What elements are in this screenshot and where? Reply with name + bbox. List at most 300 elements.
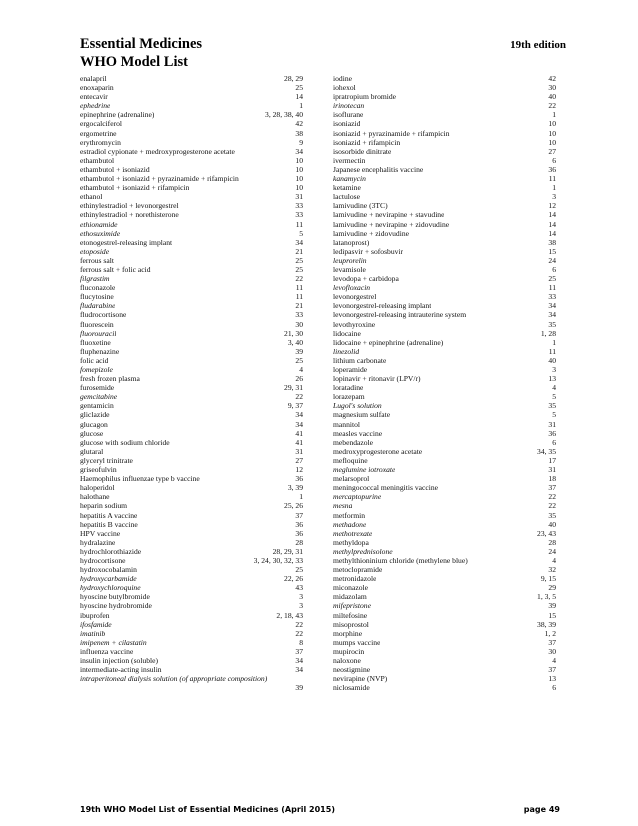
- medicine-name: imipenem + cilastatin: [80, 637, 147, 647]
- index-entry: [333, 410, 556, 419]
- index-entry: [333, 265, 556, 274]
- index-entry: [333, 647, 556, 656]
- index-column-left: [80, 74, 303, 692]
- medicine-name: ethinylestradiol + norethisterone: [80, 210, 179, 220]
- page-references: 9: [299, 137, 303, 147]
- page-references: 4: [299, 365, 303, 374]
- medicine-name: fluconazole: [80, 283, 116, 293]
- page-references: 30: [548, 646, 556, 656]
- page-references: 22: [295, 628, 303, 638]
- page-references: 33: [548, 292, 556, 302]
- medicine-name: ferrous salt: [80, 255, 114, 265]
- page-references: 40: [548, 355, 556, 365]
- index-entry: [333, 392, 556, 401]
- page-references: 34: [295, 665, 303, 675]
- page-references: 11: [548, 174, 556, 184]
- medicine-name: meningococcal meningitis vaccine: [333, 483, 439, 493]
- page-references: 25: [295, 565, 303, 575]
- medicine-name: fluorouracil: [80, 328, 117, 338]
- medicine-name: levonorgestrel: [333, 292, 377, 302]
- index-entry: [333, 547, 556, 556]
- index-entry: [80, 574, 303, 583]
- index-entry: [333, 656, 556, 665]
- medicine-name: haloperidol: [80, 483, 115, 493]
- medicine-name: flucytosine: [80, 292, 114, 302]
- medicine-name: mannitol: [333, 419, 360, 429]
- medicine-name: lorazepam: [333, 392, 365, 402]
- footer-document-title: 19th WHO Model List of Essential Medicines (April 2015): [80, 805, 335, 814]
- medicine-name: gentamicin: [80, 401, 114, 411]
- index-entry: [333, 338, 556, 347]
- page-references: 23, 43: [537, 528, 556, 538]
- index-entry: [333, 310, 556, 319]
- medicine-name: mumps vaccine: [333, 637, 381, 647]
- medicine-name: ergocalciferol: [80, 119, 123, 129]
- medicine-name: Japanese encephalitis vaccine: [333, 164, 424, 174]
- page-references: 3, 39: [287, 483, 303, 493]
- medicine-name: Lugol's solution: [333, 401, 382, 411]
- medicine-name: levonorgestrel-releasing implant: [333, 301, 432, 311]
- medicine-name: ethanol: [80, 192, 103, 202]
- page-references: 14: [548, 219, 556, 229]
- index-entry: [80, 483, 303, 492]
- index-entry: [333, 420, 556, 429]
- index-entry: [80, 656, 303, 665]
- medicine-name: fludrocortisone: [80, 310, 127, 320]
- medicine-name: mercaptopurine: [333, 492, 382, 502]
- page-references: 1, 2: [544, 628, 556, 638]
- index-entry: [80, 583, 303, 592]
- medicine-name: hydralazine: [80, 537, 116, 547]
- page-references: 34: [295, 419, 303, 429]
- index-entry: [80, 320, 303, 329]
- index-entry: [80, 220, 303, 229]
- page-references: 10: [295, 155, 303, 165]
- index-entry: [333, 456, 556, 465]
- index-entry: [80, 83, 303, 92]
- medicine-name: ifosfamide: [80, 619, 112, 629]
- page-references: 9, 37: [287, 401, 303, 411]
- page-references: 30: [548, 83, 556, 93]
- index-entry: [333, 201, 556, 210]
- index-entry: [80, 247, 303, 256]
- medicine-name: intermediate-acting insulin: [80, 665, 162, 675]
- page-references: 13: [548, 374, 556, 384]
- medicine-name: isoniazid + pyrazinamide + rifampicin: [333, 128, 450, 138]
- index-entry: [333, 520, 556, 529]
- index-entry: [333, 220, 556, 229]
- index-entry: [80, 110, 303, 119]
- page-references: 31: [548, 465, 556, 475]
- page-references: 6: [552, 155, 556, 165]
- page-references: 34: [295, 656, 303, 665]
- index-entry: [80, 647, 303, 656]
- index-entry: [333, 147, 556, 156]
- page-references: 22, 26: [284, 574, 303, 584]
- medicine-name: griseofulvin: [80, 465, 117, 475]
- medicine-name: lidocaine: [333, 328, 361, 338]
- medicine-name: ledipasvir + sofosbuvir: [333, 246, 404, 256]
- index-entry: [333, 365, 556, 374]
- page-references: 24: [548, 546, 556, 556]
- index-entry: [80, 438, 303, 447]
- medicine-name: methyldopa: [333, 537, 369, 547]
- index-entry: [80, 347, 303, 356]
- footer-page-number: page 49: [523, 805, 560, 814]
- index-entry: [80, 501, 303, 510]
- medicine-name: levothyroxine: [333, 319, 376, 329]
- index-entry: [80, 329, 303, 338]
- page-references: 6: [552, 683, 556, 693]
- page-references: 35: [548, 319, 556, 329]
- page-references: 37: [548, 637, 556, 647]
- index-entry: [80, 201, 303, 210]
- index-entry: [333, 247, 556, 256]
- index-entry: [80, 210, 303, 219]
- page-references: 34: [548, 310, 556, 320]
- medicine-name: folic acid: [80, 355, 109, 365]
- medicine-name: enalapril: [80, 74, 107, 83]
- medicine-name: etoposide: [80, 246, 110, 256]
- medicine-name: entecavir: [80, 92, 108, 102]
- medicine-name: methotrexate: [333, 528, 373, 538]
- medicine-name: halothane: [80, 492, 110, 502]
- index-entry: [80, 565, 303, 574]
- index-entry: [333, 565, 556, 574]
- page-references: 3: [552, 192, 556, 202]
- page-references: 1, 28: [540, 328, 556, 338]
- index-entry: [333, 511, 556, 520]
- index-entry: [333, 665, 556, 674]
- page-references: 37: [548, 665, 556, 675]
- index-entry: [80, 611, 303, 620]
- medicine-name: linezolid: [333, 346, 360, 356]
- index-entry: [333, 529, 556, 538]
- page-references: 38: [548, 237, 556, 247]
- index-entry: [80, 410, 303, 419]
- page-references: 25: [295, 255, 303, 265]
- medicine-name: levodopa + carbidopa: [333, 274, 399, 284]
- page-references: 36: [295, 474, 303, 484]
- page-references: 31: [548, 419, 556, 429]
- page-references: 5: [299, 228, 303, 238]
- page-references: 10: [295, 174, 303, 184]
- index-entry: [80, 147, 303, 156]
- page-references: 28, 29: [284, 74, 303, 83]
- index-entry: [333, 683, 556, 692]
- index-entry: [333, 474, 556, 483]
- medicine-name: niclosamide: [333, 683, 370, 693]
- medicine-name: gemcitabine: [80, 392, 118, 402]
- medicine-name: mefloquine: [333, 455, 368, 465]
- index-entry: [333, 483, 556, 492]
- page-references: 11: [295, 219, 303, 229]
- page-references: 4: [552, 383, 556, 393]
- page-references: 15: [548, 246, 556, 256]
- page-references: 3, 24, 30, 32, 33: [253, 555, 303, 565]
- medicine-name: hydrochlorothiazide: [80, 546, 142, 556]
- medicine-name: morphine: [333, 628, 363, 638]
- page-references: 29: [548, 583, 556, 593]
- medicine-name: hydroxycarbamide: [80, 574, 137, 584]
- medicine-name: leuprorelin: [333, 255, 367, 265]
- index-entry: [333, 238, 556, 247]
- page-references: 12: [295, 465, 303, 475]
- medicine-name: insulin injection (soluble): [80, 656, 159, 665]
- page-references: 22: [548, 501, 556, 511]
- index-entry: [80, 338, 303, 347]
- medicine-name: mupirocin: [333, 646, 365, 656]
- medicine-name: erythromycin: [80, 137, 121, 147]
- page-references: 27: [295, 455, 303, 465]
- index-entry: [80, 392, 303, 401]
- page-references: 11: [295, 292, 303, 302]
- medicine-name: isosorbide dinitrate: [333, 146, 392, 156]
- page-references: 17: [548, 455, 556, 465]
- index-entry: [80, 92, 303, 101]
- medicine-name: isoniazid + rifampicin: [333, 137, 401, 147]
- index-entry: [333, 492, 556, 501]
- medicine-name: naloxone: [333, 656, 361, 665]
- medicine-name: isoflurane: [333, 110, 364, 120]
- medicine-name: lactulose: [333, 192, 360, 202]
- medicine-name: iodine: [333, 74, 352, 83]
- page-references: 35: [548, 401, 556, 411]
- page-references: 2, 18, 43: [276, 610, 303, 620]
- index-entry: [333, 183, 556, 192]
- page-references: 38: [295, 128, 303, 138]
- index-entry: [80, 356, 303, 365]
- page-references: 22: [295, 619, 303, 629]
- index-entry: [80, 601, 303, 610]
- index-entry: [333, 356, 556, 365]
- medicine-name: ethambutol + isoniazid + rifampicin: [80, 183, 190, 193]
- index-entry: [333, 92, 556, 101]
- page-references: 27: [548, 146, 556, 156]
- index-entry: [80, 383, 303, 392]
- page-references: 39: [548, 601, 556, 611]
- index-entry: [333, 119, 556, 128]
- index-entry: [333, 674, 556, 683]
- medicine-name: ferrous salt + folic acid: [80, 264, 151, 274]
- index-entry: [80, 256, 303, 265]
- page-references: 15: [548, 610, 556, 620]
- medicine-name: gliclazide: [80, 410, 110, 420]
- medicine-name: iohexol: [333, 83, 356, 93]
- medicine-name: intraperitoneal dialysis solution (of appropriate composition): [80, 674, 268, 684]
- index-entry: [333, 83, 556, 92]
- page-references: 25: [295, 355, 303, 365]
- medicine-name: hyoscine hydrobromide: [80, 601, 152, 611]
- medicine-name: furosemide: [80, 383, 115, 393]
- page-references: 31: [295, 446, 303, 456]
- index-entry: [333, 210, 556, 219]
- medicine-name: glucose: [80, 428, 104, 438]
- medicine-name: glutaral: [80, 446, 104, 456]
- medicine-name: influenza vaccine: [80, 646, 134, 656]
- medicine-name: methylthioninium chloride (methylene blue): [333, 555, 468, 565]
- index-entry: [333, 274, 556, 283]
- page-references: 29, 31: [284, 383, 303, 393]
- index-entry: [80, 101, 303, 110]
- page-references: 22: [295, 392, 303, 402]
- medicine-name: meglumine iotroxate: [333, 465, 396, 475]
- page-references: 14: [295, 92, 303, 102]
- index-entry: [333, 110, 556, 119]
- medicine-name: kanamycin: [333, 174, 366, 184]
- index-entry: [80, 456, 303, 465]
- index-entry: [80, 74, 303, 83]
- medicine-name: etonogestrel-releasing implant: [80, 237, 173, 247]
- index-entry: [80, 547, 303, 556]
- page-references: 3: [552, 365, 556, 374]
- index-entry: [333, 283, 556, 292]
- medicine-name: HPV vaccine: [80, 528, 121, 538]
- medicine-name: lopinavir + ritonavir (LPV/r): [333, 374, 421, 384]
- index-entry: [333, 438, 556, 447]
- page-references: 6: [552, 437, 556, 447]
- page-references: 10: [548, 119, 556, 129]
- index-entry: [80, 429, 303, 438]
- medicine-name: loperamide: [333, 365, 368, 374]
- index-entry: [333, 556, 556, 565]
- page-references: 9, 15: [540, 574, 556, 584]
- medicine-name: levamisole: [333, 264, 366, 274]
- index-entry: [333, 138, 556, 147]
- medicine-name: ivermectin: [333, 155, 366, 165]
- page-references: 1: [552, 110, 556, 120]
- page-references: 34, 35: [537, 446, 556, 456]
- page-references: 28: [295, 537, 303, 547]
- medicine-name: nevirapine (NVP): [333, 674, 388, 684]
- medicine-name: metronidazole: [333, 574, 377, 584]
- page-references: 4: [552, 555, 556, 565]
- medicine-name: lamivudine + nevirapine + zidovudine: [333, 219, 450, 229]
- medicine-name: levonorgestrel-releasing intrauterine system: [333, 310, 467, 320]
- index-entry: [80, 520, 303, 529]
- medicine-name: fluoxetine: [80, 337, 111, 347]
- page-references: 34: [295, 237, 303, 247]
- medicine-name: miconazole: [333, 583, 368, 593]
- medicine-name: midazolam: [333, 592, 367, 602]
- page-references: 36: [548, 164, 556, 174]
- index-entry: [80, 238, 303, 247]
- index-entry: [80, 620, 303, 629]
- index-entry: [80, 174, 303, 183]
- page-references: 36: [295, 528, 303, 538]
- index-entry: [80, 301, 303, 310]
- medicine-name: fomepizole: [80, 365, 113, 374]
- page-references: 10: [295, 164, 303, 174]
- edition-label: 19th edition: [510, 39, 566, 51]
- medicine-name: isoniazid: [333, 119, 361, 129]
- page-references: 41: [295, 428, 303, 438]
- index-entry: [80, 229, 303, 238]
- index-entry: [80, 465, 303, 474]
- medicine-name: glucose with sodium chloride: [80, 437, 170, 447]
- page-subtitle: WHO Model List: [80, 54, 188, 70]
- index-entry: [333, 374, 556, 383]
- index-entry: [333, 447, 556, 456]
- medicine-name: heparin sodium: [80, 501, 128, 511]
- index-entry: [80, 165, 303, 174]
- page-references: 28: [548, 537, 556, 547]
- index-entry: [333, 638, 556, 647]
- page-references: 39: [295, 683, 303, 693]
- index-entry: [80, 374, 303, 383]
- page-references: 37: [548, 483, 556, 493]
- medicine-name: ergometrine: [80, 128, 117, 138]
- index-entry: [333, 229, 556, 238]
- index-entry: [80, 365, 303, 374]
- medicine-name: hydrocortisone: [80, 555, 126, 565]
- index-entry: [333, 129, 556, 138]
- page-references: 42: [548, 74, 556, 83]
- page-references: 34: [295, 410, 303, 420]
- medicine-name: fludarabine: [80, 301, 116, 311]
- index-entry: [80, 156, 303, 165]
- index-entry: [333, 583, 556, 592]
- medicine-name: fresh frozen plasma: [80, 374, 140, 384]
- page-references: 13: [548, 674, 556, 684]
- index-entry: [333, 292, 556, 301]
- medicine-name: ethionamide: [80, 219, 118, 229]
- page-references: 21: [295, 246, 303, 256]
- page-references: 5: [552, 392, 556, 402]
- index-entry: [333, 329, 556, 338]
- page-references: 10: [548, 137, 556, 147]
- medicine-name: miltefosine: [333, 610, 368, 620]
- medicine-name: ethambutol + isoniazid + pyrazinamide + rifampicin: [80, 174, 239, 184]
- page-references: 3, 28, 38, 40: [265, 110, 303, 120]
- index-entry: [80, 183, 303, 192]
- page-references: 12: [548, 201, 556, 211]
- index-entry: [333, 301, 556, 310]
- index-entry: [80, 638, 303, 647]
- page-references: 22: [548, 492, 556, 502]
- index-entry: [333, 620, 556, 629]
- page-references: 10: [548, 128, 556, 138]
- page-references: 39: [295, 346, 303, 356]
- medicine-name: neostigmine: [333, 665, 371, 675]
- medicine-name: estradiol cypionate + medroxyprogesterone acetate: [80, 146, 235, 156]
- medicine-name: magnesium sulfate: [333, 410, 391, 420]
- medicine-name: imatinib: [80, 628, 106, 638]
- medicine-name: fluorescein: [80, 319, 114, 329]
- medicine-name: misoprostol: [333, 619, 369, 629]
- page-references: 14: [548, 228, 556, 238]
- page-references: 25: [295, 83, 303, 93]
- medicine-name: ephedrine: [80, 101, 111, 111]
- medicine-name: lamivudine + nevirapine + stavudine: [333, 210, 445, 220]
- page-references: 37: [295, 510, 303, 520]
- page-references: 4: [552, 656, 556, 665]
- page-references: 11: [548, 346, 556, 356]
- index-entry: [80, 556, 303, 565]
- medicine-name: ketamine: [333, 183, 361, 193]
- medicine-name: ethambutol + isoniazid: [80, 164, 150, 174]
- page-references: 26: [295, 374, 303, 384]
- page-references: 22: [548, 101, 556, 111]
- page-references: 42: [295, 119, 303, 129]
- medicine-name: metoclopramide: [333, 565, 383, 575]
- page-references: 1: [299, 492, 303, 502]
- medicine-name: glyceryl trinitrate: [80, 455, 133, 465]
- index-entry: [80, 420, 303, 429]
- medicine-name: ethosuximide: [80, 228, 121, 238]
- medicine-name: lidocaine + epinephrine (adrenaline): [333, 337, 444, 347]
- medicine-name: metformin: [333, 510, 366, 520]
